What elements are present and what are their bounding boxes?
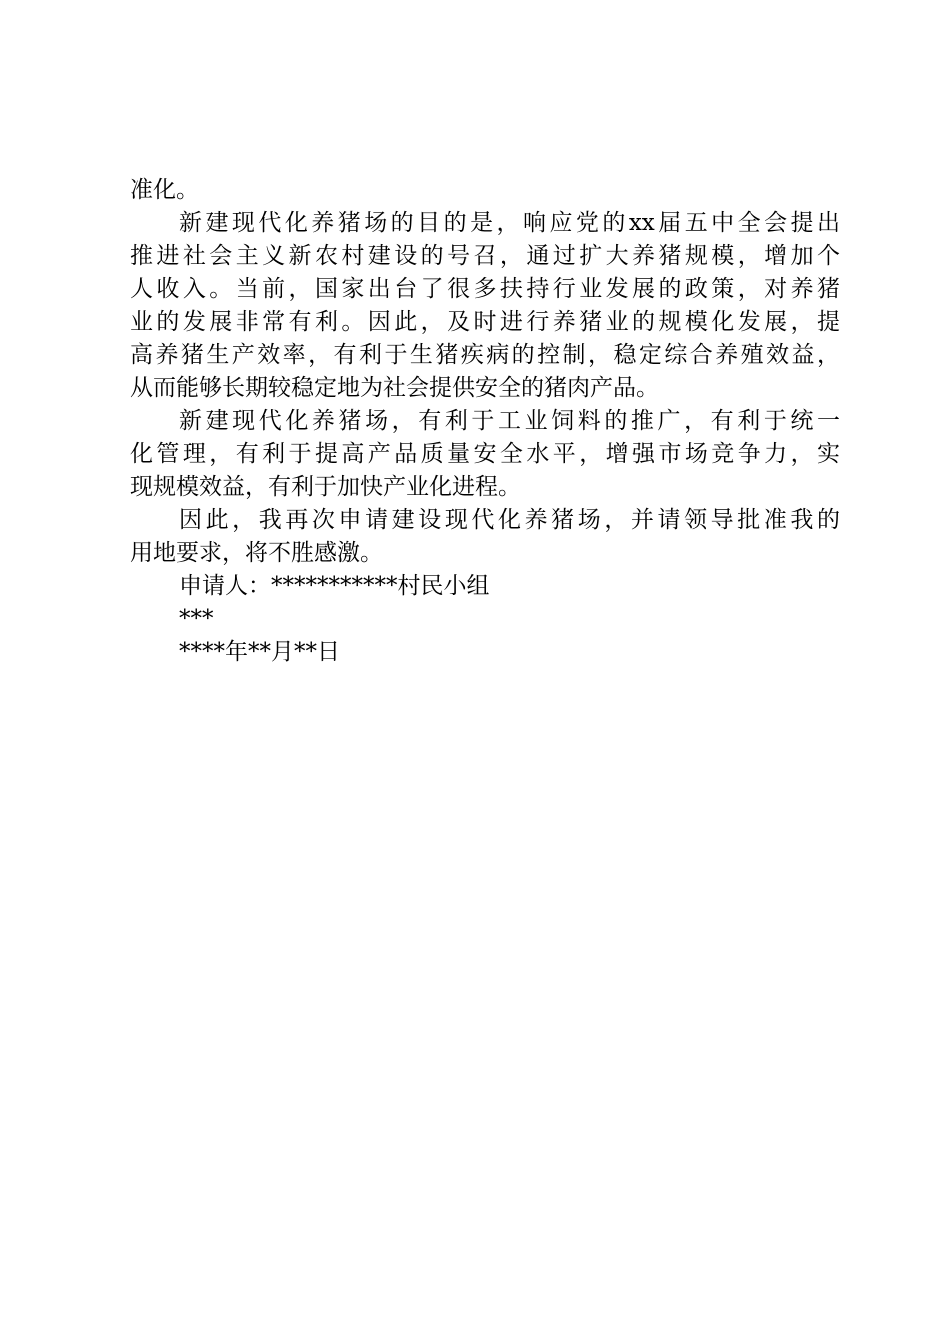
paragraph-line: 因此，我再次申请建设现代化养猪场，并请领导批准我的: [179, 507, 840, 533]
paragraph-benefits: [130, 405, 840, 504]
paragraph-line: 化管理，有利于提高产品质量安全水平，增强市场竞争力，实: [130, 441, 840, 467]
signature-date: ****年**月**日: [179, 639, 340, 665]
signature-block: [130, 570, 840, 669]
paragraph-line: 推进社会主义新农村建设的号召，通过扩大养猪规模，增加个: [130, 243, 840, 269]
paragraph-continuation: [130, 174, 840, 207]
paragraph-line: 现规模效益，有利于加快产业化进程。: [130, 474, 521, 500]
paragraph-request: [130, 504, 840, 570]
paragraph-line: 高养猪生产效率，有利于生猪疾病的控制，稳定综合养殖效益，: [130, 342, 840, 368]
paragraph-line: 用地要求，将不胜感激。: [130, 540, 383, 566]
paragraph-line: 新建现代化养猪场的目的是，响应党的xx届五中全会提出: [179, 210, 840, 236]
paragraph-line: 从而能够长期较稳定地为社会提供安全的猪肉产品。: [130, 375, 659, 401]
paragraph-line: 准化。: [130, 177, 199, 203]
applicant-line: 申请人：***********村民小组: [179, 573, 490, 599]
applicant-name: ***: [179, 606, 214, 632]
paragraph-purpose: [130, 207, 840, 405]
paragraph-line: 新建现代化养猪场，有利于工业饲料的推广，有利于统一: [179, 408, 840, 434]
paragraph-line: 人收入。当前，国家出台了很多扶持行业发展的政策，对养猪: [130, 276, 840, 302]
paragraph-line: 业的发展非常有利。因此，及时进行养猪业的规模化发展，提: [130, 309, 840, 335]
document-body: [130, 174, 840, 669]
